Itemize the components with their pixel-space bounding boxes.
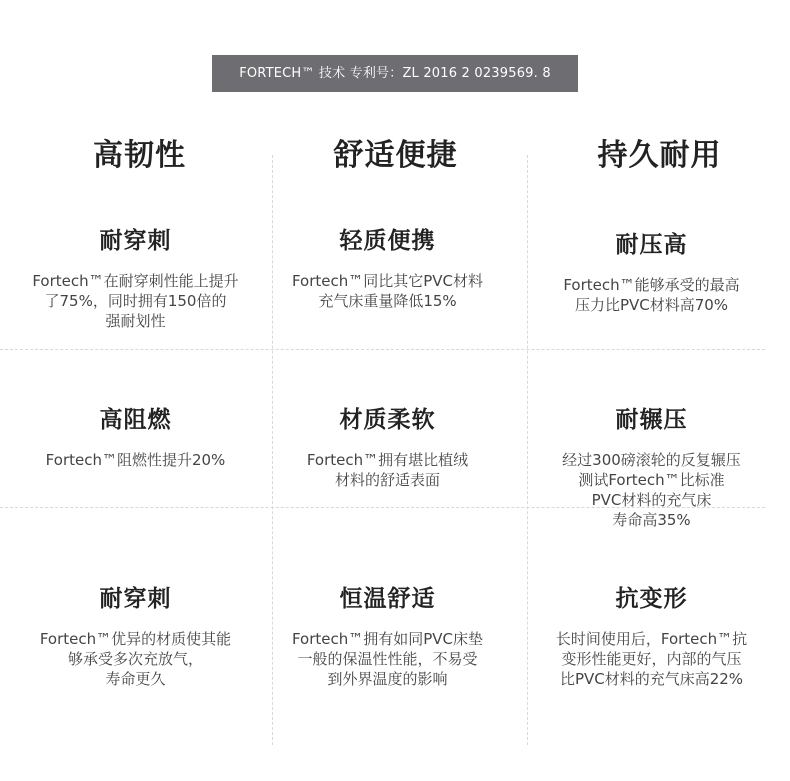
feature-grid	[0, 120, 790, 760]
patent-banner: FORTECH™ 技术 专利号：ZL 2016 2 0239569. 8	[212, 55, 578, 92]
feature-title: 耐穿刺	[99, 586, 172, 612]
feature-cell	[256, 580, 519, 689]
feature-desc: 长时间使用后，Fortech™抗 变形性能更好，内部的气压 比PVC材料的充气床高22%	[555, 630, 748, 688]
feature-cell	[4, 401, 267, 470]
feature-cell	[520, 226, 783, 315]
feature-title: 耐穿刺	[99, 228, 172, 254]
feature-cell	[520, 401, 783, 530]
feature-cell	[256, 401, 519, 490]
feature-title: 高阻燃	[99, 407, 172, 433]
feature-cell	[520, 580, 783, 689]
feature-cell	[4, 580, 267, 689]
feature-title: 材质柔软	[339, 407, 436, 433]
feature-desc: Fortech™在耐穿刺性能上提升 了75%，同时拥有150倍的 强耐划性	[32, 272, 239, 330]
feature-title: 耐压高	[615, 232, 688, 258]
feature-desc: Fortech™同比其它PVC材料 充气床重量降低15%	[291, 272, 484, 310]
column-title-toughness: 高韧性	[93, 138, 186, 173]
feature-title: 抗变形	[615, 586, 688, 612]
feature-cell	[4, 222, 267, 331]
column-title-durability: 持久耐用	[597, 138, 722, 173]
feature-desc: 经过300磅滚轮的反复辗压 测试Fortech™比标准 PVC材料的充气床 寿命高35%	[562, 451, 741, 529]
feature-title: 耐辗压	[615, 407, 688, 433]
feature-desc: Fortech™优异的材质使其能 够承受多次充放气， 寿命更久	[39, 630, 232, 688]
feature-desc: Fortech™拥有堪比植绒 材料的舒适表面	[306, 451, 469, 489]
feature-desc: Fortech™阻燃性提升20%	[45, 451, 226, 469]
feature-cell	[256, 222, 519, 311]
feature-title: 恒温舒适	[339, 586, 436, 612]
column-title-comfort: 舒适便捷	[333, 138, 458, 173]
feature-desc: Fortech™能够承受的最高 压力比PVC材料高70%	[563, 276, 740, 314]
divider-horizontal	[0, 349, 765, 350]
feature-desc: Fortech™拥有如同PVC床垫 一般的保温性性能，不易受 到外界温度的影响	[291, 630, 484, 688]
feature-title: 轻质便携	[339, 228, 436, 254]
